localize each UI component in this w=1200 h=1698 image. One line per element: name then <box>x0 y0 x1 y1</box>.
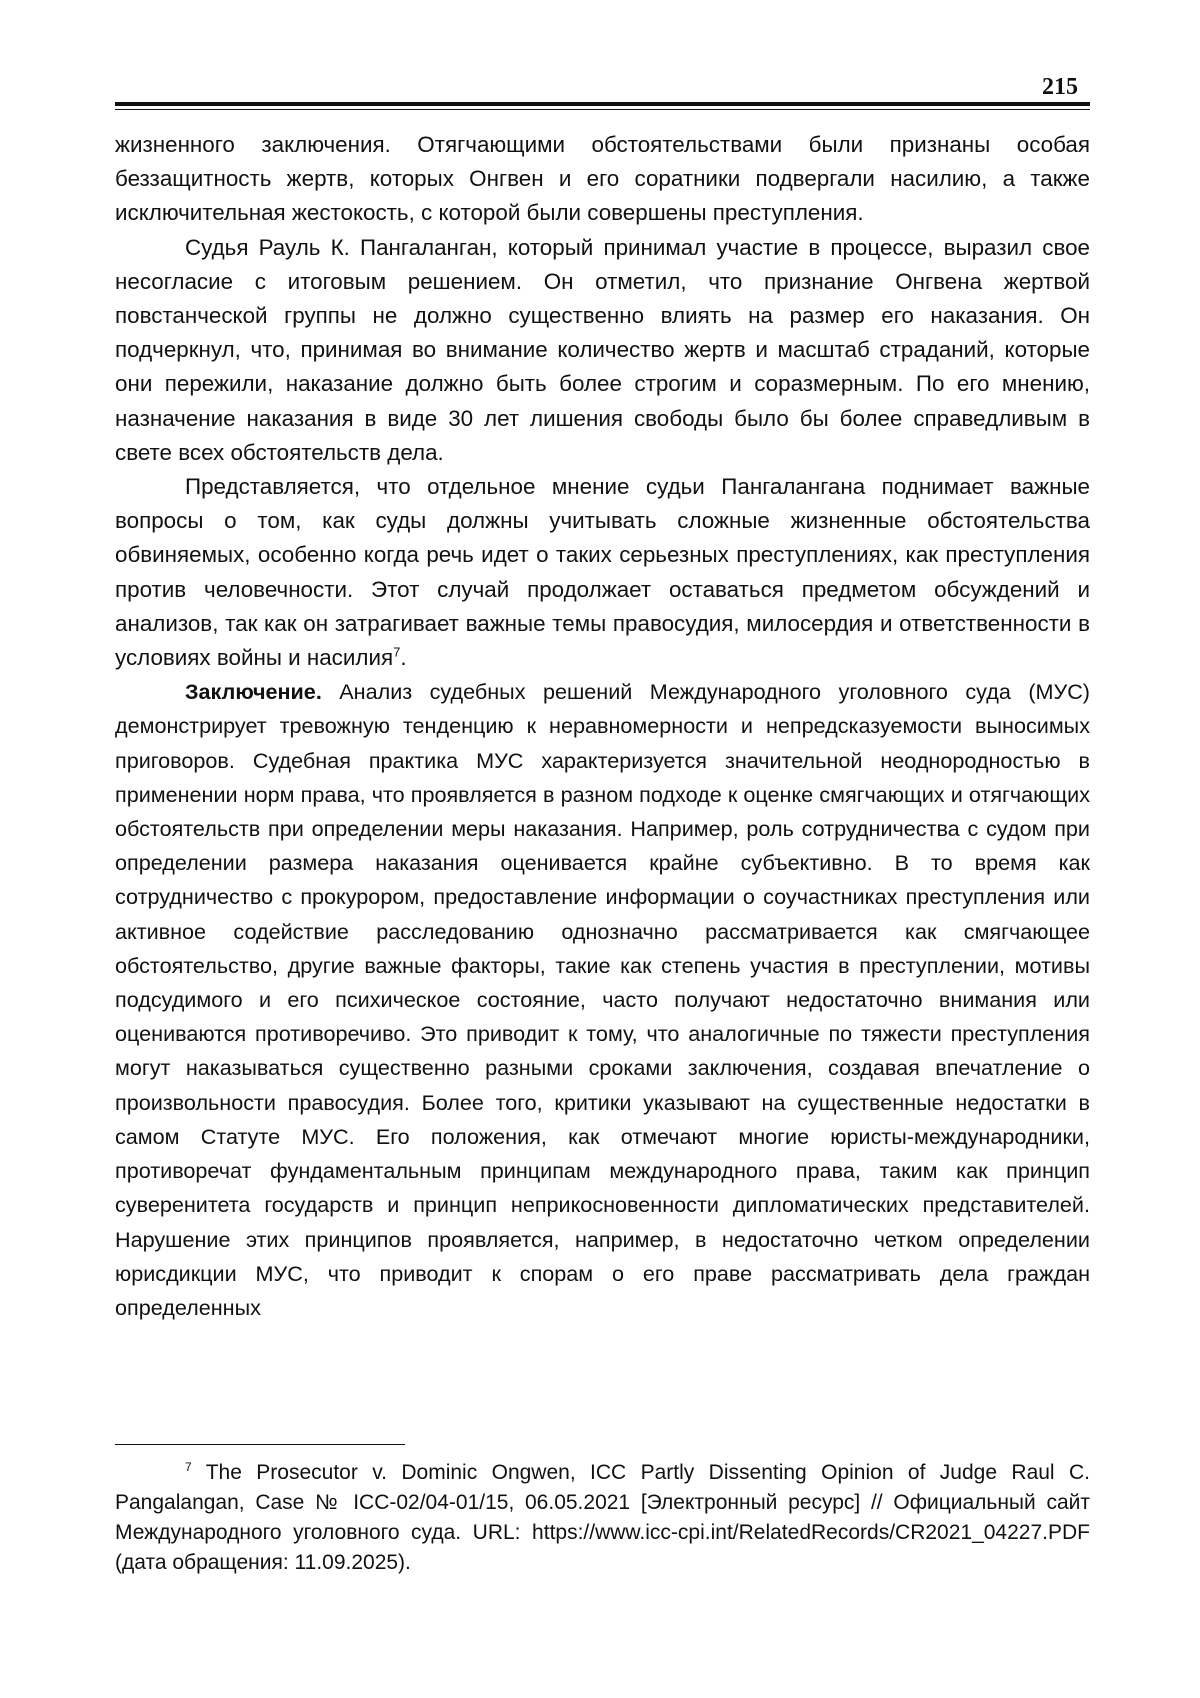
footnote-reference[interactable]: 7 <box>393 644 401 660</box>
paragraph-assessment <box>115 470 1090 675</box>
header-rule-thick <box>115 102 1090 106</box>
paragraph-text: Представляется, что отдельное мнение судьи Пангалангана поднимает важные вопросы о том, как суды должны учитывать сложные жизненные обстоятельства обвиняемых, особенно когда речь идет о таких серьезных преступлениях, как преступления против человечности. Этот случай продолжает оставаться предметом обсуждений и анализов, так как он затрагивает важные темы правосудия, милосердия и ответственности в условиях войны и насилия <box>115 474 1090 671</box>
paragraph-continuation <box>115 128 1090 231</box>
page-number: 215 <box>1042 74 1078 100</box>
running-head <box>115 60 1090 102</box>
header-rule-thin <box>115 109 1090 110</box>
paragraph-conclusion <box>115 675 1090 1325</box>
paragraph-dissent <box>115 231 1090 470</box>
paragraph-text: Анализ судебных решений Международного уголовного суда (МУС) демонстрирует тревожную тенденцию к неравномерности и непредсказуемости выносимых приговоров. Судебная практика МУС характеризуется значительной неоднородностью в применении норм права, что проявляется в разном подходе к оценке смягчающих и отягчающих обстоятельств при определении меры наказания. Например, роль сотрудничества с судом при определении размера наказания оценивается крайне субъективно. В то время как сотрудничество с прокурором, предоставление информации о соучастниках преступления или активное содействие расследованию однозначно рассматривается как смягчающее обстоятельство, другие важные факторы, такие как степень участия в преступлении, мотивы подсудимого и его психическое состояние, часто получают недостаточно внимания или оцениваются противоречиво. Это приводит к тому, что аналогичные по тяжести преступления могут наказываться существенно разными сроками заключения, создавая впечатление о произвольности правосудия. Более того, критики указывают на существенные недостатки в самом Статуте МУС. Его положения, как отмечают многие юристы-международники, противоречат фундаментальным принципам международного права, таким как принцип суверенитета государств и принцип неприкосновенности дипломатических представителей. Нарушение этих принципов проявляется, например, в недостаточно четком определении юрисдикции МУС, что приводит к спорам о его праве рассматривать дела граждан определенных <box>115 679 1090 1320</box>
footnote-separator <box>115 1444 405 1445</box>
paragraph-tail: . <box>400 645 407 671</box>
footnote-number: 7 <box>185 1460 192 1474</box>
footnote-text: The Prosecutor v. Dominic Ongwen, ICC Partly Dissenting Opinion of Judge Raul C. Pangalangan, Case № ICC-02/04-01/15, 06.05.2021 [Электронный ресурс] // Официальный сайт Международного уголовного суда. URL: https://www.icc-cpi.int/RelatedRecords/CR2021_04227.PDF (дата обращения: 11.09.2025). <box>115 1461 1090 1574</box>
paragraph-text: Судья Рауль К. Пангаланган, который принимал участие в процессе, выразил свое несогласие с итоговым решением. Он отметил, что признание Онгвена жертвой повстанческой группы не должно существенно влиять на размер его наказания. Он подчеркнул, что, принимая во внимание количество жертв и масштаб страданий, которые они пережили, наказание должно быть более строгим и соразмерным. По его мнению, назначение наказания в виде 30 лет лишения свободы было бы более справедливым в свете всех обстоятельств дела. <box>115 234 1090 465</box>
page <box>115 60 1090 1325</box>
body-text <box>115 128 1090 1325</box>
conclusion-heading: Заключение. <box>185 679 322 705</box>
paragraph-text: жизненного заключения. Отягчающими обстоятельствами были признаны особая беззащитность жертв, которых Онгвен и его соратники подвергали насилию, а также исключительная жестокость, с которой были совершены преступления. <box>115 132 1090 226</box>
footnote <box>115 1458 1090 1578</box>
